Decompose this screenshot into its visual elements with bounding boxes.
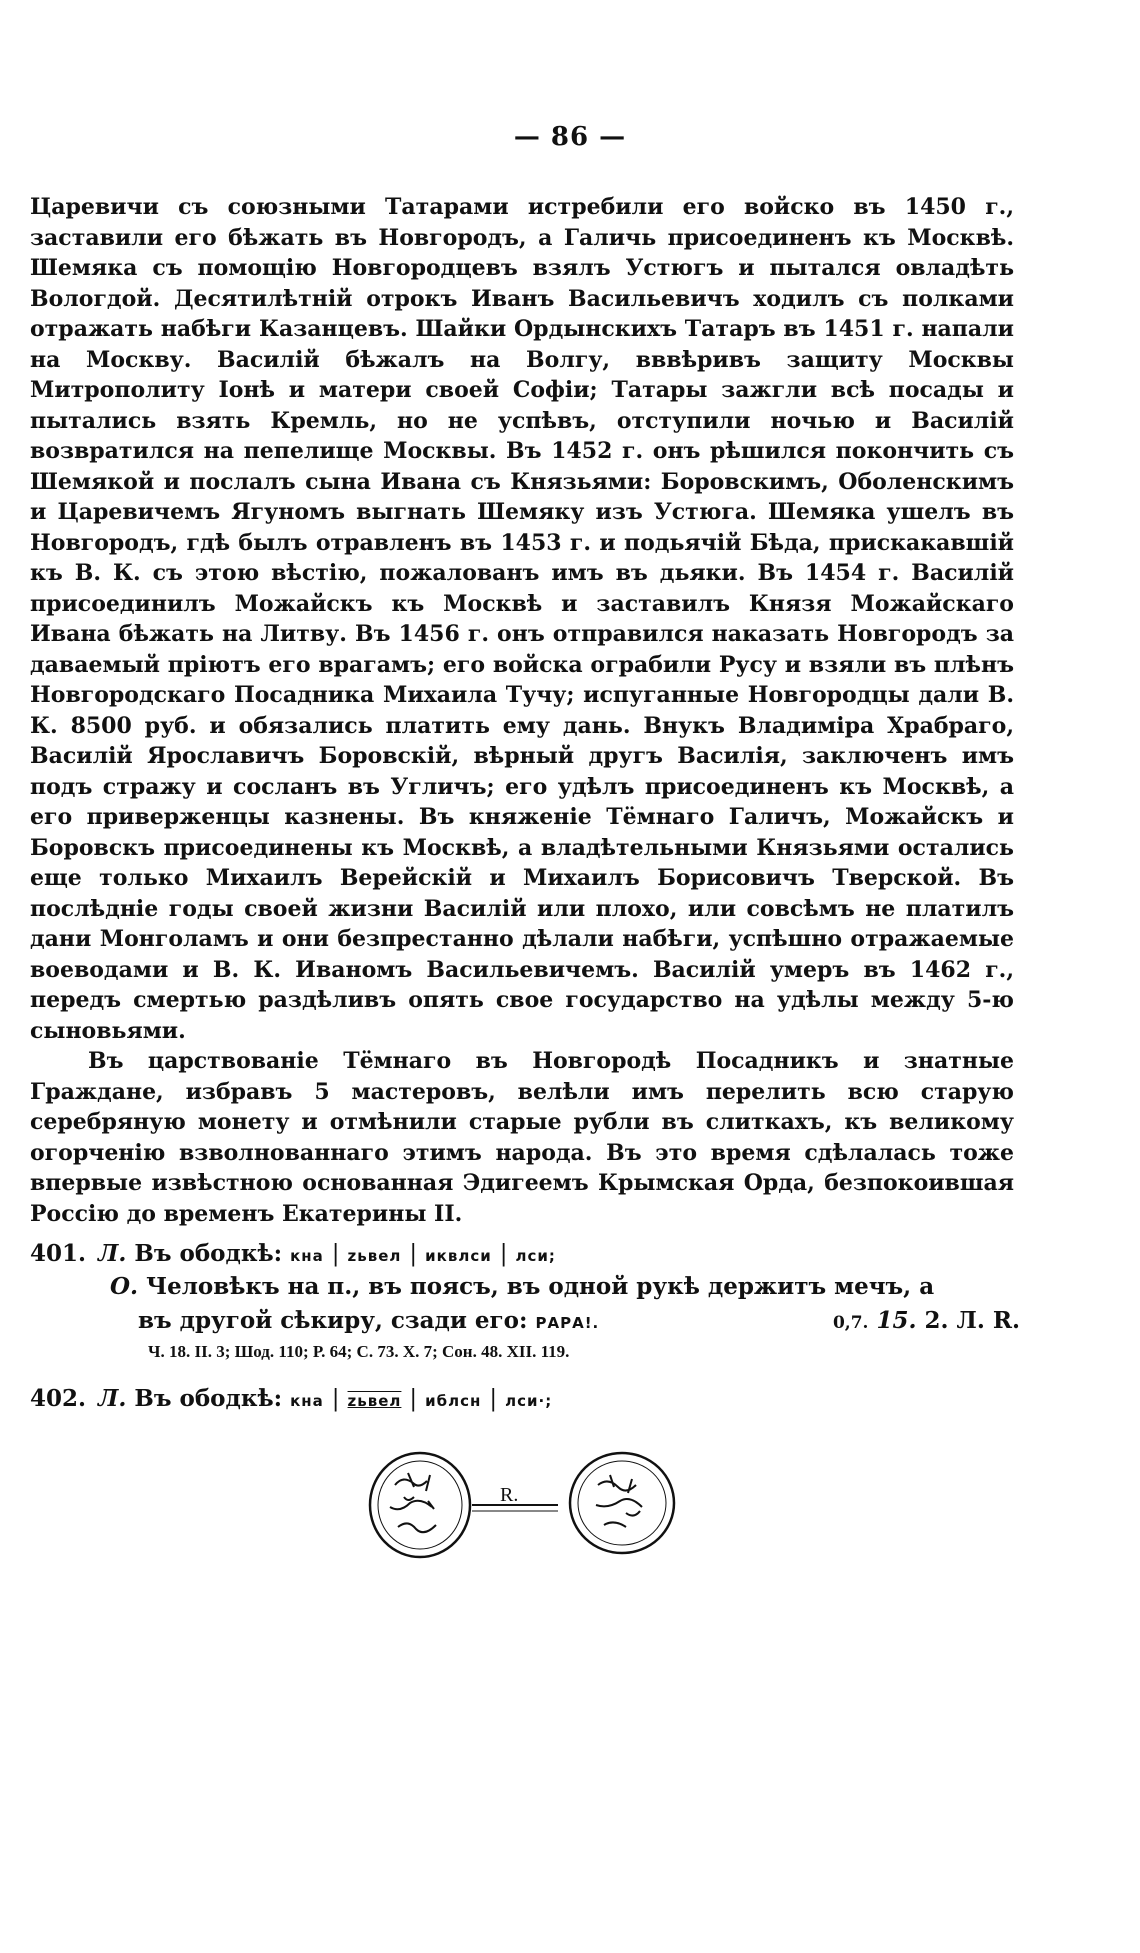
legend-part: иквлси bbox=[425, 1247, 492, 1265]
legend-separator: | bbox=[409, 1386, 418, 1412]
legend-part: zьвел bbox=[347, 1392, 402, 1410]
obverse-line-2-row bbox=[138, 1304, 599, 1340]
catalog-entry-402 bbox=[30, 1385, 1014, 1412]
entry-number: 401. bbox=[30, 1240, 87, 1267]
catalog-entry-401 bbox=[30, 1240, 1014, 1267]
paragraph-2: Въ царствованіе Тёмнаго въ Новгородѣ Посадникъ и знатные Граждане, избравъ 5 мастеровъ, велѣли имъ перелить всю старую серебряную монету и отмѣнили старые рубли въ слиткахъ, къ великому огорченію взволнованнаго этимъ народа. Въ это время сдѣлалась тоже впервые извѣстною основанная Эдигеемъ Крымская Орда, безпокоившая Россію до временъ Екатерины II. bbox=[30, 1048, 1014, 1227]
side-label-a: Л. bbox=[98, 1385, 127, 1412]
entry-number: 402. bbox=[30, 1385, 87, 1412]
page-number: — 86 — bbox=[513, 122, 627, 152]
legend-separator: | bbox=[331, 1386, 340, 1412]
legend-separator: | bbox=[499, 1241, 508, 1267]
coin-reverse-drawing bbox=[570, 1453, 674, 1553]
weight-label: 0,7. bbox=[832, 1313, 869, 1333]
obverse-line-1: Человѣкъ на п., въ поясъ, въ одной рукѣ держитъ мечъ, а bbox=[146, 1273, 935, 1300]
paragraph-1: Царевичи съ союзными Татарами истребили его войско въ 1450 г., заставили его бѣжать въ Новгородъ, а Галичь присоединенъ къ Москвѣ. Шемяка съ помощію Новгородцевъ взялъ Устюгъ и пытался овладѣть Вологдой. Десятилѣтній отрокъ Иванъ Васильевичъ ходилъ съ полками отражать набѣги Казанцевъ. Шайки Ордынскихъ Татаръ въ 1451 г. напали на Москву. Василій бѣжалъ на Волгу, вввѣривъ защиту Москвы Митрополиту Іонѣ и матери своей Софіи; Татары зажгли всѣ посады и пытались взять Кремль, но не успѣвъ, отступили ночью и Василій возвратился на пепелище Москвы. Въ 1452 г. онъ рѣшился покончить съ Шемякой и послалъ сына Ивана съ Князьями: Боровскимъ, Оболенскимъ и Царевичемъ Ягуномъ выгнать Шемяку изъ Устюга. Шемяка ушелъ въ Новгородъ, гдѣ былъ отравленъ въ 1453 г. и подьячій Бѣда, прискакавшій къ В. К. съ этою вѣстію, пожалованъ имъ въ дьяки. Въ 1454 г. Василій присоединилъ Можайскъ къ Москвѣ и заставилъ Князя Можайскаго Ивана бѣжать на Литву. Въ 1456 г. онъ отправился наказать Новгородъ за даваемый пріютъ его врагамъ; его войска ограбили Русу и взяли въ плѣнъ Новгородскаго Посадника Михаила Тучу; испуганные Новгородцы дали В. К. 8500 руб. и обязались платить ему дань. Внукъ Владиміра Храбраго, Василій Ярославичъ Боровскій, вѣрный другъ Василія, заключенъ имъ подъ стражу и сосланъ въ Угличъ; его удѣлъ присоединенъ къ Москвѣ, а его приверженцы казнены. Въ княженіе Тёмнаго Галичъ, Можайскъ и Боровскъ присоединены къ Москвѣ, а владѣтельными Князьями остались еще только Михаилъ Верейскій и Михаилъ Борисовичъ Тверской. Въ послѣдніе годы своей жизни Василій или плохо, или совсѣмъ не платилъ дани Монголамъ и они безпрестанно дѣлали набѣги, успѣшно отражаемые воеводами и В. К. Иваномъ Васильевичемъ. Василій умеръ въ 1462 г., передъ смертью раздѣливъ опять свое государство на удѣлы между 5-ю сыновьями. bbox=[30, 194, 1014, 1044]
legend-separator: | bbox=[489, 1386, 498, 1412]
rim-label: Въ ободкѣ: bbox=[134, 1385, 283, 1412]
obverse-line-1-row bbox=[110, 1270, 1020, 1304]
legend-separator: | bbox=[331, 1241, 340, 1267]
rim-label: Въ ободкѣ: bbox=[134, 1240, 283, 1267]
weight-value: 15. bbox=[876, 1307, 917, 1334]
legend-part: лси·; bbox=[505, 1392, 553, 1410]
body-text bbox=[30, 192, 1014, 1229]
references: Ч. 18. II. 3; Шод. 110; Р. 64; С. 73. Х. 7; Сон. 48. XII. 119. bbox=[148, 1342, 570, 1361]
legend-part: лси; bbox=[515, 1247, 556, 1265]
side-label-a: Л. bbox=[98, 1240, 127, 1267]
figure-label: R. bbox=[500, 1484, 519, 1506]
coin-rating bbox=[833, 1304, 1020, 1340]
coin-obverse-drawing bbox=[370, 1453, 470, 1557]
rarity: 2. Л. R. bbox=[924, 1307, 1020, 1334]
legend-part: кна bbox=[290, 1247, 324, 1265]
legend-part: zьвел bbox=[347, 1247, 402, 1265]
legend-part: кна bbox=[290, 1392, 324, 1410]
coin-illustration bbox=[360, 1445, 690, 1565]
legend-separator: | bbox=[409, 1241, 418, 1267]
obverse-legend: РАРА!. bbox=[535, 1314, 600, 1332]
obverse-line-2: въ другой сѣкиру, сзади его: bbox=[138, 1307, 528, 1334]
legend-part: иблсн bbox=[425, 1392, 482, 1410]
coin-connector bbox=[472, 1484, 558, 1511]
side-label-o: О. bbox=[110, 1273, 139, 1300]
